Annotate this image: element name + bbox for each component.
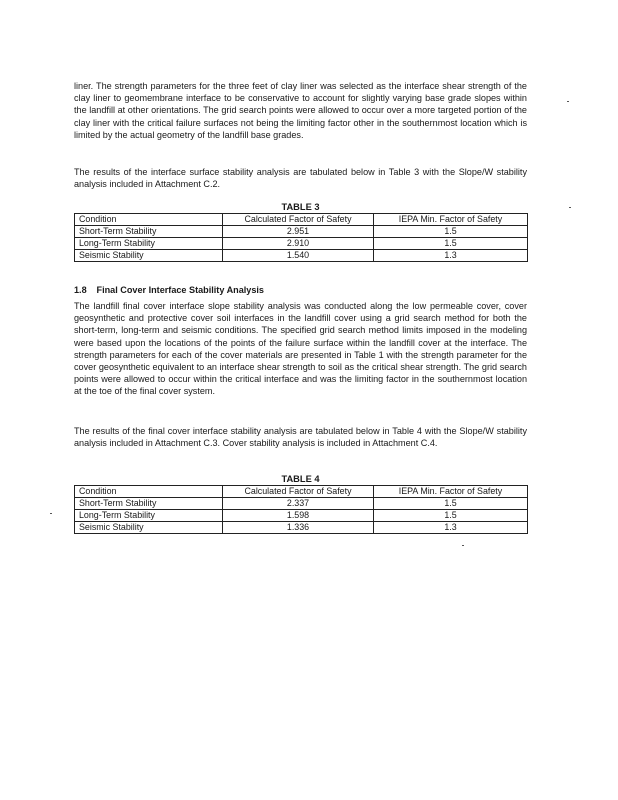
section-title: Final Cover Interface Stability Analysis [96, 285, 264, 295]
scan-speck [567, 101, 569, 102]
table-row [75, 498, 528, 510]
table-row [75, 238, 528, 250]
table3-calculated-cell: 2.951 [223, 226, 374, 238]
table3-header-cell: Calculated Factor of Safety [223, 214, 374, 226]
intro-paragraph: liner. The strength parameters for the three feet of clay liner was selected as the interface shear strength of the clay liner to geomembrane interface to be conservative to account for slightly varying base grade slopes within the landfill at other orientations. The grid search points were allowed to occur over a more targeted portion of the clay liner with the critical failure surfaces not being the limiting factor other in the southernmost location which is limited by the actual geometry of the landfill base grades. [74, 81, 527, 140]
table3-header-cell: IEPA Min. Factor of Safety [374, 214, 528, 226]
table3-min-cell: 1.3 [374, 250, 528, 262]
section-number: 1.8 [74, 285, 87, 295]
table4-condition-cell: Short-Term Stability [75, 498, 223, 510]
table3-header-row [75, 214, 528, 226]
table4-condition-cell: Seismic Stability [75, 522, 223, 534]
table3-calculated-cell: 1.540 [223, 250, 374, 262]
section-heading [74, 284, 527, 296]
table4-header-cell: IEPA Min. Factor of Safety [374, 486, 528, 498]
scan-speck [569, 207, 571, 208]
table3-min-cell: 1.5 [374, 238, 528, 250]
table3 [74, 213, 528, 262]
table4-calculated-cell: 2.337 [223, 498, 374, 510]
cover-analysis-paragraph: The landfill final cover interface slope stability analysis was conducted along the low permeable cover, cover geosynthetic and protective cover soil interfaces in the landfill cover using a grid search method for both the short-term, long-term and seismic conditions. The specified grid search method limits imposed in the modeling were based upon the locations of the points of the failure surface within the landfill cover at the interface. The strength parameters for each of the cover materials are presented in Table 1 with the strength parameter for the cover geosynthetic equivalent to an interface shear strength to soil as the critical shear strength. The grid search points were allowed to occur within the critical interface and was the limiting factor in the southernmost location at the toe of the final cover system. [74, 301, 527, 397]
table4-min-cell: 1.5 [374, 498, 528, 510]
scan-speck [50, 513, 52, 514]
table-row [75, 510, 528, 522]
table4-min-cell: 1.5 [374, 510, 528, 522]
scan-speck [462, 545, 464, 546]
table3-condition-cell: Seismic Stability [75, 250, 223, 262]
table4-condition-cell: Long-Term Stability [75, 510, 223, 522]
table3-condition-cell: Long-Term Stability [75, 238, 223, 250]
table4-calculated-cell: 1.598 [223, 510, 374, 522]
table3-calculated-cell: 2.910 [223, 238, 374, 250]
table4-calculated-cell: 1.336 [223, 522, 374, 534]
table4-header-row [75, 486, 528, 498]
table4 [74, 485, 528, 534]
results-paragraph-table4: The results of the final cover interface stability analysis are tabulated below in Table 4 with the Slope/W stability analysis included in Attachment C.3. Cover stability analysis is included in Attachment C.4. [74, 426, 527, 449]
results-paragraph-table3: The results of the interface surface stability analysis are tabulated below in Table 3 with the Slope/W stability analysis included in Attachment C.2. [74, 167, 527, 190]
table3-caption: TABLE 3 [281, 202, 320, 212]
table4-caption: TABLE 4 [281, 474, 320, 484]
table4-header-cell: Condition [75, 486, 223, 498]
table3-condition-cell: Short-Term Stability [75, 226, 223, 238]
table-row [75, 522, 528, 534]
table-row [75, 250, 528, 262]
table3-min-cell: 1.5 [374, 226, 528, 238]
table4-min-cell: 1.3 [374, 522, 528, 534]
table4-header-cell: Calculated Factor of Safety [223, 486, 374, 498]
table-row [75, 226, 528, 238]
table3-header-cell: Condition [75, 214, 223, 226]
